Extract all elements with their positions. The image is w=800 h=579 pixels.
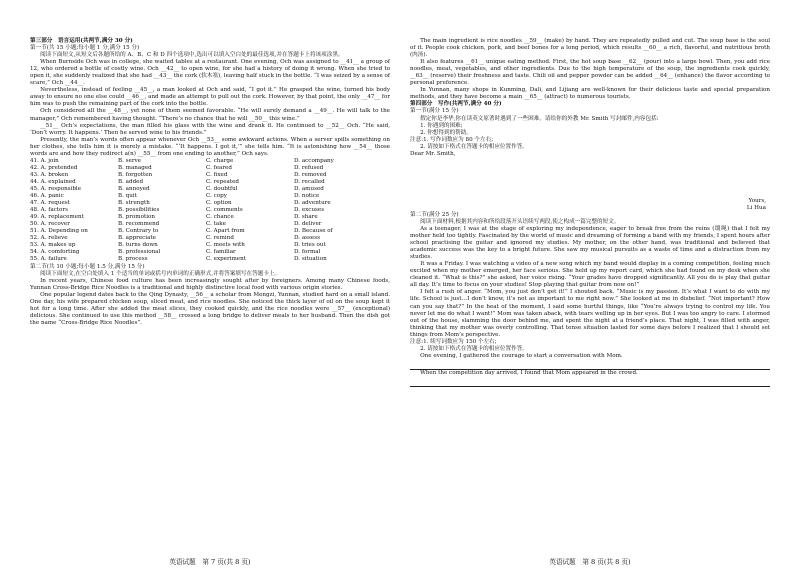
cloze-option: D. assess — [294, 235, 320, 242]
cloze-option: 43. A. broken — [30, 171, 69, 178]
cloze-option: B. annoyed — [118, 185, 150, 192]
cloze-paragraph: When Burnside Och was in college, she waited tables at a restaurant. One evening, Och was assigned to __41__ a group of 12, who ordered a bottle of costly wine. Och __42__ to open wine, for she had a history of doing it wrong. When she tried to open it, she suddenly realized that she had __43__ the cork (软木塞), leaving half stuck in the bottle. “I was seized by a sense of scare,” Och __44__. — [30, 59, 390, 87]
cloze-option: D. formal — [294, 249, 321, 256]
letter-signature: Li Hua — [746, 204, 766, 211]
cloze-option: C. fixed — [206, 171, 228, 178]
section4-part1-prompt: 假定你是李华,你在读英文原著时遇到了一些困难。请给你的外教 Mr. Smith 写封邮件,内容包括: — [420, 115, 659, 122]
section3-part2-instructions: 阅读下面短文,在空白处填入 1 个适当的单词或括号内单词的正确形式,并将答案填写在答题卡上。 — [40, 270, 281, 277]
cloze-option: B. process — [118, 256, 148, 263]
cloze-option: C. take — [206, 221, 226, 228]
cloze-option: C. familiar — [206, 249, 236, 256]
cloze-option: 51. A. Depending on — [30, 228, 88, 235]
grammar-paragraph: In recent years, Chinese food culture has been increasingly sought after by foreigners. Among many Chinese foods, Yunnan Cross-Bridge Rice Noodles is a traditional and highly distinctive local food with various origin stories. — [30, 277, 390, 291]
cloze-option: 49. A. replacement — [30, 214, 84, 221]
cloze-option: C. option — [206, 200, 232, 207]
cloze-option: B. turns down — [118, 242, 158, 249]
cloze-passage — [30, 59, 390, 158]
cloze-option: B. Contrary to — [118, 228, 159, 235]
cloze-option: C. copy — [206, 193, 227, 200]
cloze-option: 47. A. request — [30, 200, 70, 207]
cloze-paragraph: Presently, the man’s words often appear whenever Och __53__ some awkward actions. When a server spills something on her clothes, she tells him it is merely a mistake. “‘It happens. I got it,’” she tells him. “It is astonishing how __54__ those words are and how they redirect a(n) __55__ from one ending to another,” Och says. — [30, 136, 390, 157]
story-paragraph: I felt a rush of anger. “Mom, you just don’t get it!” I shouted back. “Music is my passion. It’s what I want to do with my life. School is just…I don’t know, it’s not as important to me right now.” She looked at me in disbelief. “Not important? How can you say that?” In the heat of the moment, I said some hurtful things, like “You’re always trying to control my life. You never let me do what I want!” Mom was taken aback, with tears welling up in her eyes. But I was too angry to care. I stormed out of the house, slamming the door behind me, and spent the night at a friend’s place. That night, I was filled with anger, thinking that my mother was overly controlling. That tense situation lasted for some days before I realized that I should set things from Mom’s perspective. — [410, 289, 770, 338]
section3-part1-heading: 第一节(共 15 小题;每小题 1 分,满分 15 分) — [30, 45, 140, 52]
cloze-option: D. refused — [294, 164, 324, 171]
cloze-option: 52. A. relieve — [30, 235, 68, 242]
story-paragraph: As a teenager, I was at the stage of exploring my independence, eager to break free from the reins (缰绳) that I felt my mother held too tightly. Fascinated by the world of music and dreaming of forming a band with my friends, I spent hours after school practising the guitar and ignored my studies. My mother, on the other hand, was traditional and believed that academic success was the key to a bright future. She saw my musical pursuits as a waste of time and a distraction from my studies. — [410, 225, 770, 261]
cloze-option: 41. A. join — [30, 157, 59, 164]
cloze-options-grid — [30, 158, 390, 264]
cloze-option: D. adventure — [294, 200, 331, 207]
cloze-option: 54. A. comforting — [30, 249, 80, 256]
left-page — [30, 38, 390, 327]
cloze-option: D. tries out — [294, 242, 326, 249]
cloze-option: B. forgotten — [118, 171, 153, 178]
letter-salutation: Dear Mr. Smith, — [410, 150, 456, 157]
cloze-option: 53. A. makes up — [30, 242, 76, 249]
writing-note: 2. 请按如下格式在答题卡的相应位置作答。 — [420, 143, 528, 150]
cloze-option: B. possibilities — [118, 207, 160, 214]
section4-part1-heading: 第一节(满分 15 分) — [410, 108, 459, 115]
cloze-option: C. experiment — [206, 256, 246, 263]
cloze-option: C. comments — [206, 207, 243, 214]
section4-part2-heading: 第二节(满分 25 分) — [410, 211, 459, 218]
section3-part2-heading: 第二节(共 10 小题;每小题 1.5 分,满分 15 分) — [30, 263, 145, 270]
writing-note: 注意:1. 写作词数应为 80 个左右; — [410, 136, 494, 143]
cloze-option: C. chance — [206, 214, 234, 221]
cloze-paragraph: Och considered all the __48__, yet none of them seemed favorable. “He will surely demand a __49__. He will talk to the manager,” Och remembered having thought. “There’s no chance that he will __50__ this wine.” — [30, 108, 390, 122]
cloze-option: 48. A. factors — [30, 207, 68, 214]
continuation-paragraph-2-opening: When the competition day arrived, I found that Mom appeared in the crowd. — [420, 369, 638, 376]
cloze-option: D. deliver — [294, 221, 322, 228]
cloze-option: C. charge — [206, 157, 234, 164]
letter-closing: Yours, — [748, 197, 766, 204]
continuation-note: 2. 请按如下格式在答题卡的相应位置作答。 — [420, 345, 528, 352]
section4-title: 第四部分 写作(共两节,满分 40 分) — [410, 101, 502, 108]
cloze-option: D. excuses — [294, 207, 325, 214]
cloze-option: C. doubtful — [206, 185, 238, 192]
cloze-option: B. added — [118, 178, 144, 185]
cloze-option: B. appreciate — [118, 235, 156, 242]
cloze-option: D. removed — [294, 171, 327, 178]
cloze-option: C. meets with — [206, 242, 245, 249]
cloze-option: C. remind — [206, 235, 234, 242]
continuation-note: 注意:1. 续写词数应为 150 个左右; — [410, 338, 497, 345]
cloze-option: C. Apart from — [206, 228, 245, 235]
cloze-option: 55. A. failure — [30, 256, 67, 263]
cloze-option: B. strength — [118, 200, 150, 207]
cloze-option: D. notice — [294, 193, 320, 200]
story-paragraph: It was a Friday. I was watching a video of a new song which my band would display in a coming competition, feeling much excited when my mother emerged, her face serious. She held up my report card, which she had found on my desk when she cleaned it. “What is this?” she asked, her voice rising. “Your grades have dropped significantly. All you do is play that guitar all day. It’s time to focus on your studies! Stop playing that guitar from now on!” — [410, 261, 770, 289]
cloze-option: 42. A. pretended — [30, 164, 78, 171]
cloze-option: D. situation — [294, 256, 327, 263]
grammar-paragraph: One popular legend dates back to the Qing Dynasty, __56__ a scholar from Mengzi, Yunnan, studied hard on a small island. One day, his wife prepared chicken soup, sliced meat, and rice noodles. She noticed the thick layer of oil on the soup kept it hot for a long time. After she added the meat slices, they cooked quickly, and the rice noodles were __57__ (exceptional) delicious. She continued to use this method __58__ crossed a long bridge to deliver meals to her husband. Then the dish got the name “Cross-Bridge Rice Noodles”. — [30, 291, 390, 326]
cloze-option: B. professional — [118, 249, 161, 256]
grammar-paragraph: In Yunnan, many shops in Kunming, Dali, and Lijiang are well-known for their delicious taste and special preparation methods, and they have become a main __65__ (attract) to numerous tourists. — [410, 87, 770, 101]
cloze-option: B. quit — [118, 193, 137, 200]
cloze-option: 46. A. panic — [30, 193, 64, 200]
cloze-option: B. managed — [118, 164, 152, 171]
prompt-point: 2. 你想得到的帮助。 — [420, 129, 472, 136]
letter-writing-space — [410, 158, 770, 198]
answer-line — [410, 361, 770, 370]
cloze-option: D. amused — [294, 185, 324, 192]
cloze-option: C. repeated — [206, 178, 239, 185]
cloze-paragraph: Nevertheless, instead of feeling __45__, a man looked at Och and said, “I got it.” He grasped the wine, turned his body away to ensure no one else could __46__, and made an attempt to pull out the cork. However, by that point, the only __47__ for him was to push the remaining part of the cork into the bottle. — [30, 87, 390, 108]
left-page-footer: 英语试题 第 7 页(共 8 页) — [169, 558, 251, 566]
section4-part2-instructions: 阅读下面材料,根据其内容和所给段落开头语续写两段,使之构成一篇完整的短文。 — [420, 218, 620, 225]
cloze-option: D. share — [294, 214, 318, 221]
cloze-option: D. accompany — [294, 157, 334, 164]
cloze-option: 50. A. recover — [30, 221, 70, 228]
cloze-option: 44. A. explained — [30, 178, 76, 185]
cloze-option: B. promotion — [118, 214, 155, 221]
grammar-paragraph: It also features __61__ unique eating method. First, the hot soup base __62__ (pour) into a large bowl. Then, you add rice noodles, meat, vegetables, and other ingredients. Due to the high temperature of the soup, the ingredients cook quickly, __63__ (reserve) their freshness and taste. Chili oil and pepper powder can be added __64__ (enhance) the flavor according to personal preference. — [410, 59, 770, 87]
continuation-paragraph-1-opening: One evening, I gathered the courage to start a conversation with Mom. — [420, 352, 623, 359]
cloze-option: 45. A. responsible — [30, 185, 82, 192]
cloze-option: B. serve — [118, 157, 141, 164]
cloze-paragraph: __51__ Och’s expectations, the man filled his glass with the wine and drank it. He continued to __52__ Och. “He said, ‘Don’t worry. It happens.’ Then he served wine to his friends.” — [30, 122, 390, 136]
cloze-option: D. Because of — [294, 228, 333, 235]
section3-title: 第三部分 语言运用(共两节,满分 30 分) — [30, 38, 133, 44]
prompt-point: 1. 你遇到的困难; — [420, 122, 463, 129]
right-page-footer: 英语试题 第 8 页(共 8 页) — [549, 558, 631, 566]
grammar-paragraph: The main ingredient is rice noodles __59__ (make) by hand. They are repeatedly pulled and cut. The soup base is the soul of it. People cook chicken, pork, and beef bones for a long period, which results __60__ a rich, flavorful, and nutritious broth (肉汤). — [410, 38, 770, 59]
cloze-option: C. feared — [206, 164, 232, 171]
cloze-option: D. recalled — [294, 178, 325, 185]
right-page — [410, 38, 770, 387]
cloze-option: B. recommend — [118, 221, 160, 228]
section3-part1-instructions: 阅读下面短文,从短文后各题所给的 A、B、C 和 D 四个选项中,选出可以填入空白处的最佳选项,并在答题卡上将该项涂黑。 — [40, 52, 344, 59]
answer-line — [410, 378, 770, 387]
